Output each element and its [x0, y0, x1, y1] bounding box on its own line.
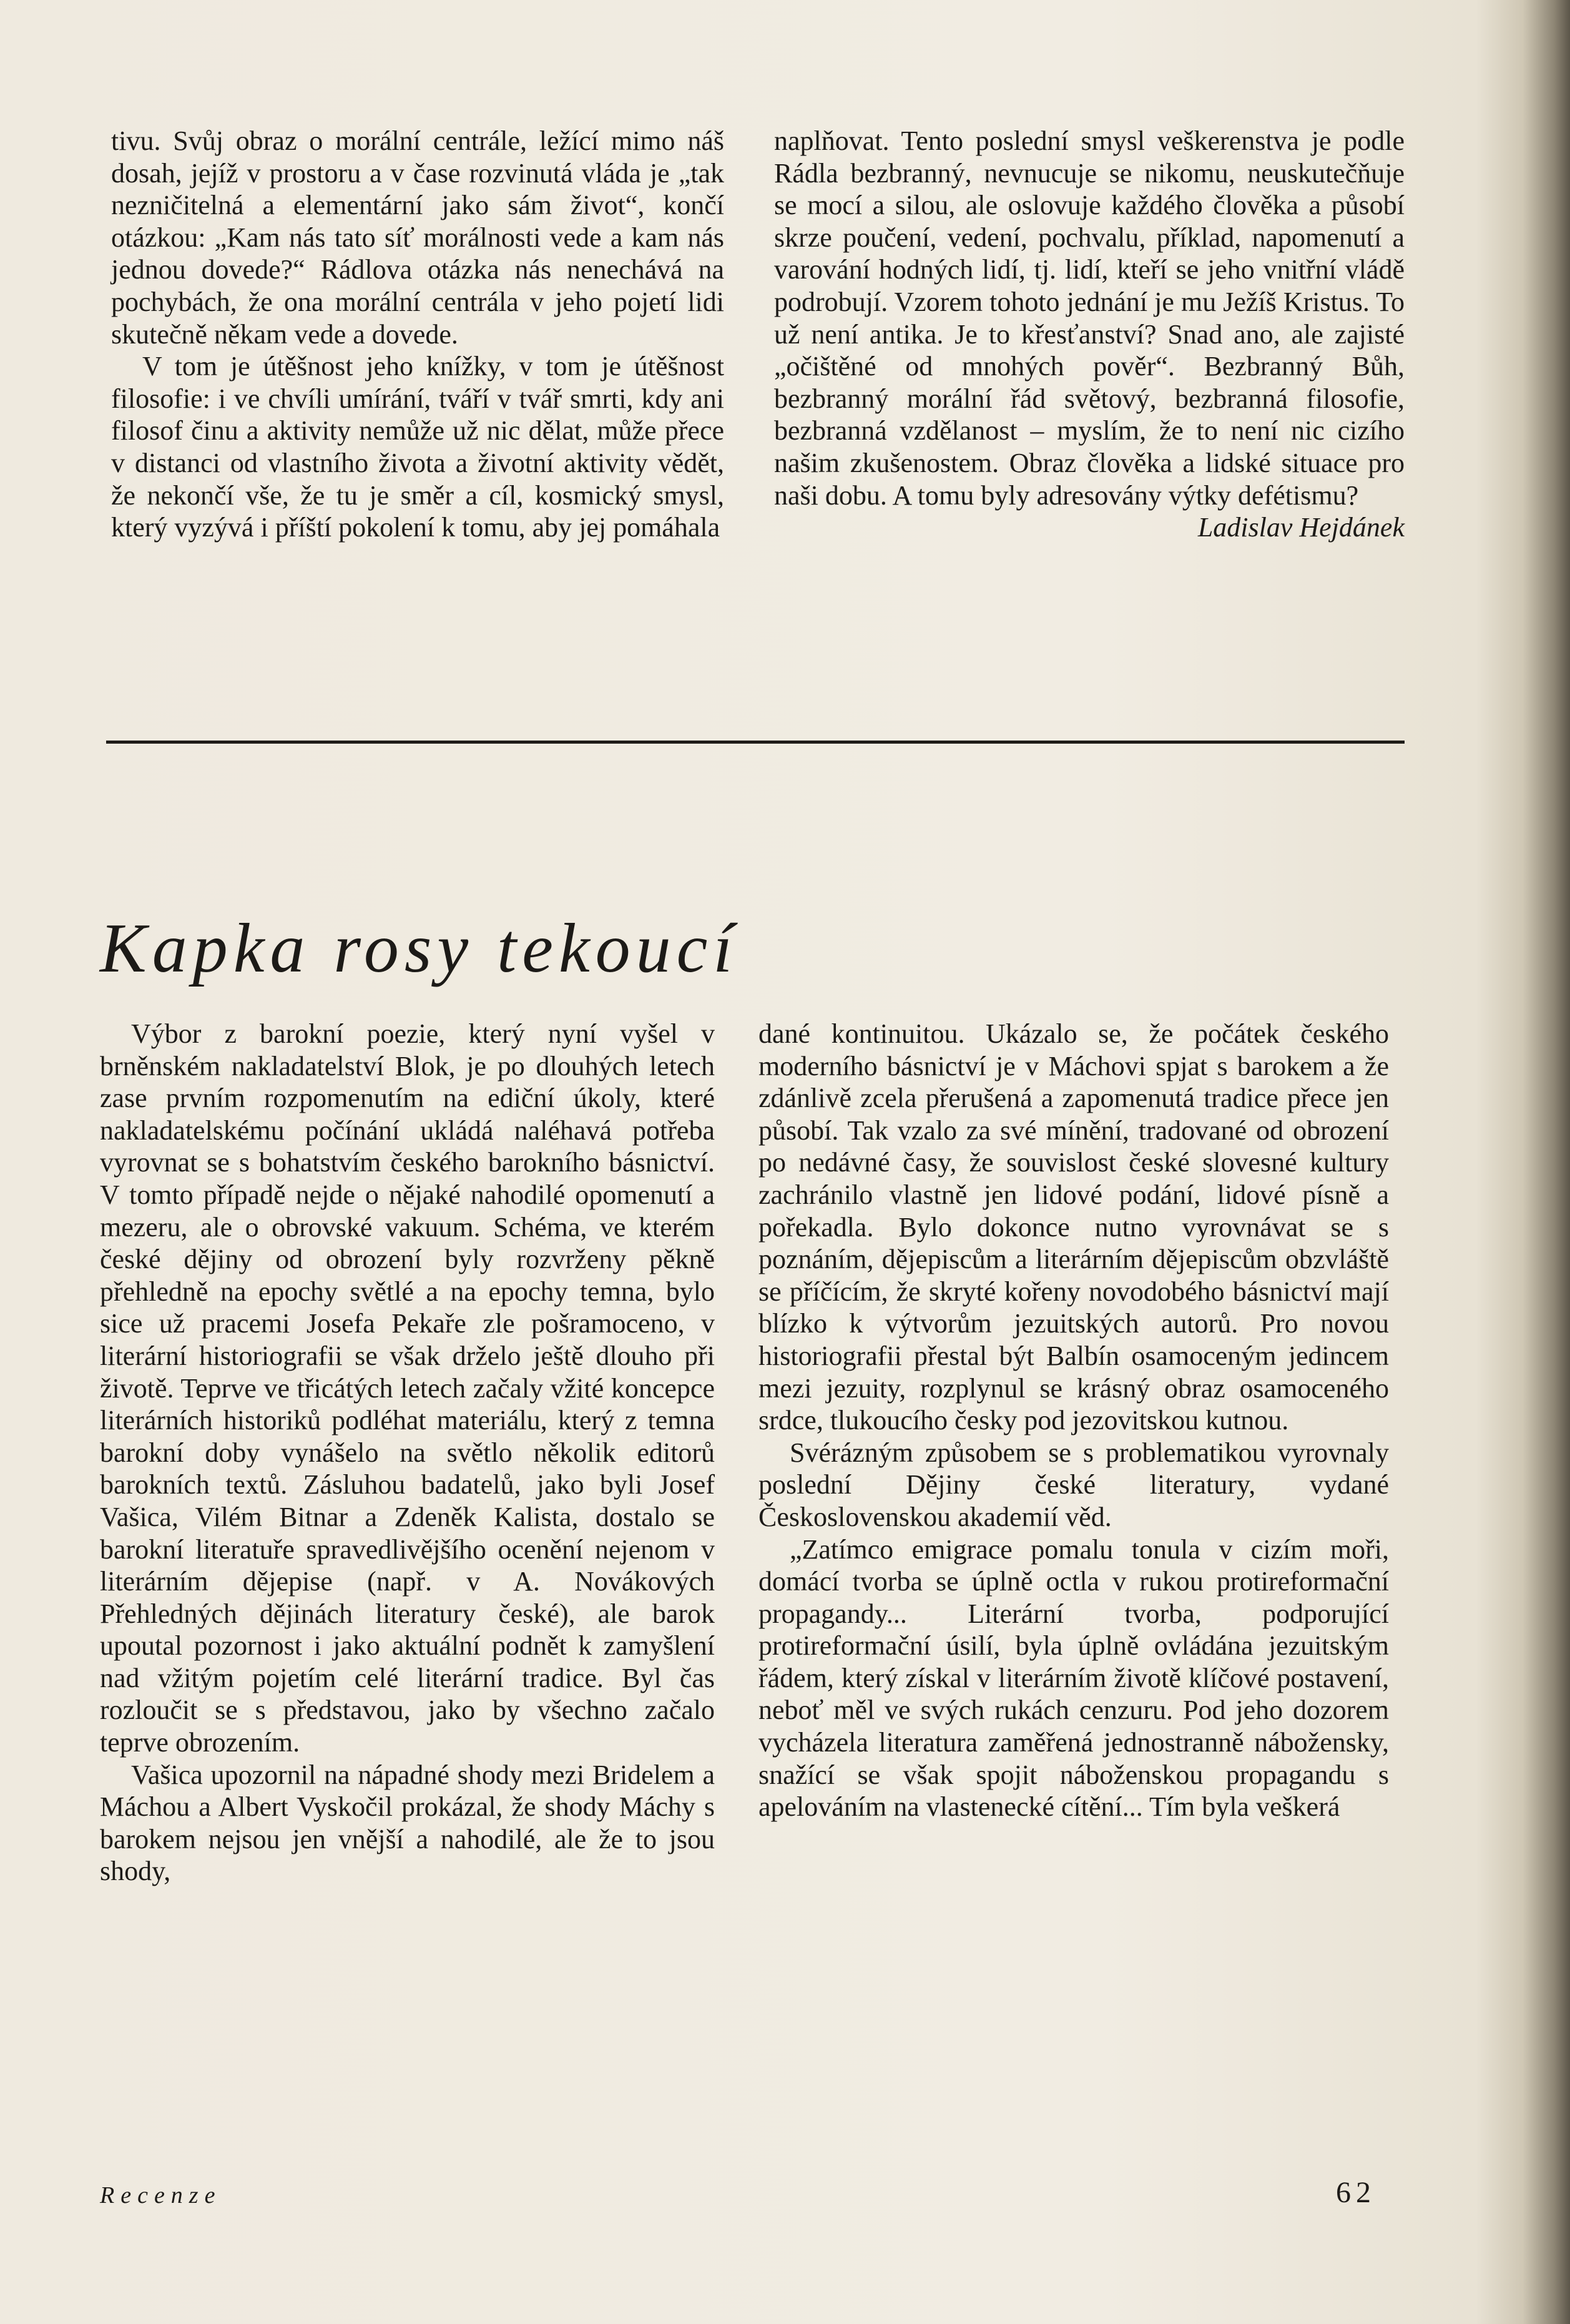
bottom-left-column — [100, 1018, 715, 1888]
paragraph: naplňovat. Tento poslední smysl veškerenstva je podle Rádla bezbranný, nevnucuje se nikomu, neuskutečňuje se mocí a silou, ale oslovuje každého člověka a působí skrze poučení, vedení, pochvalu, příklad, napomenutí a varování hodných lidí, tj. lidí, kteří se jeho vnitřní vládě podrobují. Vzorem tohoto jednání je mu Ježíš Kristus. To už není antika. Je to křesťanství? Snad ano, ale zajisté „očištěné od mnohých pověr“. Bezbranný Bůh, bezbranný morální řád světový, bezbranná filosofie, bezbranná vzdělanost – myslím, že to není nic cizího našim zkušenostem. Obraz člověka a lidské situace pro naši dobu. A tomu byly adresovány výtky defétismu? — [774, 126, 1405, 511]
paragraph: tivu. Svůj obraz o morální centrále, ležící mimo náš dosah, jejíž v prostoru a v čase rozvinutá vláda je „tak nezničitelná a elementární jako sám život“, končí otázkou: „Kam nás tato síť morálnosti vede a kam nás jednou dovede?“ Rádlova otázka nás nenechává na pochybách, že ona morální centrála v jeho pojetí lidi skutečně někam vede a dovede. — [111, 126, 724, 350]
section-divider — [106, 741, 1405, 744]
paragraph: dané kontinuitou. Ukázalo se, že počátek českého moderního básnictví je v Máchovi spjat s barokem a že zdánlivě zcela přerušená a zapomenutá tradice přece jen působí. Tak vzalo za své mínění, tradované od obrození po nedávné časy, že souvislost české slovesné kultury zachránilo vlastně jen lidové podání, lidové písně a pořekadla. Bylo dokonce nutno vyrovnávat se s poznáním, dějepiscům a literárním dějepiscům obzvláště se příčícím, že skryté kořeny novodobého básnictví mají blízko k výtvorům jezuitských autorů. Pro novou historiografii přestal být Balbín osamoceným jedincem mezi jezuity, rozplynul se krásný obraz osamoceného srdce, tlukoucího česky pod jezovitskou kutnou. — [758, 1018, 1389, 1436]
paragraph: Výbor z barokní poezie, který nyní vyšel v brněnském nakladatelství Blok, je po dlouhých letech zase prvním rozpomenutím na ediční úkoly, které nakladatelskému počínání ukládá naléhavá potřeba vyrovnat se s bohatstvím českého barokního básnictví. V tomto případě nejde o nějaké nahodilé opomenutí a mezeru, ale o obrovské vakuum. Schéma, ve kterém české dějiny od obrození byly rozvrženy pěkně přehledně na epochy světlé a na epochy temna, bylo sice už pracemi Josefa Pekaře zle pošramoceno, v literární historiografii se však drželo ještě dlouho při životě. Teprve ve třicátých letech začaly vžité koncepce literárních historiků podléhat materiálu, který z temna barokní doby vynášelo na světlo několik editorů barokních textů. Zásluhou badatelů, jako byli Josef Vašica, Vilém Bitnar a Zdeněk Kalista, dostalo se barokní literatuře spravedlivějšího ocenění nejenom v literárním dějepise (např. v A. Novákových Přehledných dějinách literatury české), ale barok upoutal pozornost i jako aktuální podnět k zamyšlení nad vžitým pojetím celé literární tradice. Byl čas rozloučit se s představou, jako by všechno začalo teprve obrozením. — [100, 1018, 715, 1758]
paragraph: „Zatímco emigrace pomalu tonula v cizím moři, domácí tvorba se úplně octla v rukou protireformační propagandy... Literární tvorba, podporující protireformační úsilí, byla úplně ovládána jezuitským řádem, který získal v literárním životě klíčové postavení, neboť měl ve svých rukách cenzuru. Pod jeho dozorem vycházela literatura zaměřená jednostranně nábožensky, snažící se však spojit náboženskou propagandu s apelováním na vlastenecké cítění... Tím byla veškerá — [758, 1534, 1389, 1823]
paragraph: V tom je útěšnost jeho knížky, v tom je útěšnost filosofie: i ve chvíli umírání, tváří v tvář smrti, kdy ani filosof činu a aktivity nemůže už nic dělat, může přece v distanci od vlastního života a životní aktivity vědět, že nekončí vše, že tu je směr a cíl, kosmický smysl, který vyzývá i příští pokolení k tomu, aby jej pomáhala — [111, 351, 724, 543]
page-number: 62 — [1336, 2176, 1376, 2209]
author-signature: Ladislav Hejdánek — [1197, 512, 1405, 543]
paragraph: Svérázným způsobem se s problematikou vyrovnaly poslední Dějiny české literatury, vydané Československou akademií věd. — [758, 1437, 1389, 1532]
top-left-column — [111, 125, 724, 544]
paragraph: Vašica upozornil na nápadné shody mezi Bridelem a Máchou a Albert Vyskočil prokázal, že shody Máchy s barokem nejsou jen vnější a nahodilé, ale že to jsou shody, — [100, 1759, 715, 1887]
bottom-right-column — [758, 1018, 1389, 1823]
article-title: Kapka rosy tekoucí — [100, 910, 738, 987]
section-label: Recenze — [100, 2182, 222, 2208]
top-right-column — [774, 125, 1405, 544]
